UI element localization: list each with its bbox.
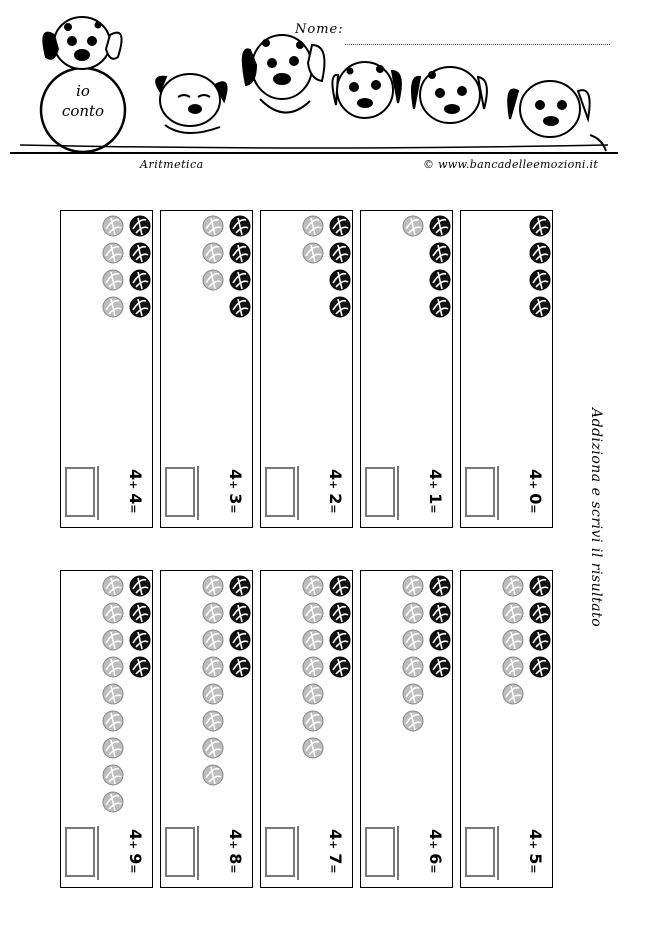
- exercise-card: [60, 570, 153, 888]
- ball-dark-icon: [230, 270, 250, 290]
- ball-light-icon: [203, 711, 223, 731]
- ball-light-icon: [303, 657, 323, 677]
- ball-dark-icon: [430, 657, 450, 677]
- ball-light-icon: [503, 630, 523, 650]
- ball-light-icon: [103, 765, 123, 785]
- ball-light-icon: [103, 216, 123, 236]
- ball-light-icon: [403, 630, 423, 650]
- ball-dark-icon: [230, 630, 250, 650]
- ball-dark-icon: [230, 297, 250, 317]
- equals-sign: =: [227, 504, 240, 514]
- puppy-head-icon: [43, 17, 121, 69]
- addend-b: 6: [426, 853, 445, 865]
- addend-a: 4: [326, 469, 345, 481]
- ball-dark-icon: [230, 243, 250, 263]
- ball-dark-icon: [130, 243, 150, 263]
- ball-light-icon: [203, 684, 223, 704]
- addend-b: 3: [226, 493, 245, 505]
- plus-sign: +: [527, 480, 540, 490]
- ball-dark-icon: [530, 297, 550, 317]
- addend-a: 4: [426, 469, 445, 481]
- ball-dark-icon: [330, 576, 350, 596]
- plus-sign: +: [427, 840, 440, 850]
- ball-dark-icon: [430, 216, 450, 236]
- ball-light-icon: [203, 630, 223, 650]
- plus-sign: +: [227, 480, 240, 490]
- addend-a: 4: [226, 469, 245, 481]
- equals-sign: =: [327, 504, 340, 514]
- addend-b: 5: [526, 853, 545, 865]
- header-divider: [10, 152, 618, 154]
- ball-light-icon: [403, 657, 423, 677]
- ball-light-icon: [103, 711, 123, 731]
- addend-a: 4: [526, 469, 545, 481]
- addend-b: 4: [126, 493, 145, 505]
- ball-dark-icon: [330, 216, 350, 236]
- ball-light-icon: [403, 216, 423, 236]
- name-label: Nome:: [295, 22, 344, 37]
- addition-expression: [323, 469, 345, 525]
- answer-box[interactable]: [165, 827, 195, 877]
- ball-dark-icon: [530, 270, 550, 290]
- puppy-head-icon: [508, 81, 606, 151]
- ball-dark-icon: [430, 270, 450, 290]
- addend-b: 0: [526, 493, 545, 505]
- ball-light-icon: [203, 270, 223, 290]
- ball-dark-icon: [530, 576, 550, 596]
- ball-dark-icon: [530, 216, 550, 236]
- equals-sign: =: [227, 864, 240, 874]
- ball-dark-icon: [430, 576, 450, 596]
- addend-a: 4: [126, 469, 145, 481]
- answer-box[interactable]: [465, 467, 495, 517]
- exercise-card: [260, 210, 353, 528]
- answer-box[interactable]: [165, 467, 195, 517]
- ball-light-icon: [403, 711, 423, 731]
- plus-sign: +: [227, 840, 240, 850]
- ball-dark-icon: [330, 603, 350, 623]
- puppy-head-icon: [332, 62, 400, 118]
- addend-a: 4: [426, 829, 445, 841]
- ball-light-icon: [103, 270, 123, 290]
- addition-expression: [523, 829, 545, 885]
- ball-light-icon: [103, 576, 123, 596]
- ball-light-icon: [303, 630, 323, 650]
- ball-light-icon: [303, 738, 323, 758]
- ball-dark-icon: [430, 243, 450, 263]
- addend-a: 4: [126, 829, 145, 841]
- exercise-card: [460, 210, 553, 528]
- ball-dark-icon: [130, 216, 150, 236]
- answer-box[interactable]: [265, 827, 295, 877]
- ball-light-icon: [503, 684, 523, 704]
- answer-box[interactable]: [365, 827, 395, 877]
- addition-expression: [423, 829, 445, 885]
- addition-expression: [123, 829, 145, 885]
- ball-dark-icon: [230, 603, 250, 623]
- ball-light-icon: [303, 684, 323, 704]
- plus-sign: +: [427, 480, 440, 490]
- addend-b: 9: [126, 853, 145, 865]
- addend-b: 8: [226, 853, 245, 865]
- exercise-card: [460, 570, 553, 888]
- exercise-card: [60, 210, 153, 528]
- ball-light-icon: [103, 738, 123, 758]
- ball-light-icon: [103, 657, 123, 677]
- exercise-card: [160, 570, 253, 888]
- ball-light-icon: [303, 711, 323, 731]
- ball-dark-icon: [130, 270, 150, 290]
- exercise-card: [360, 570, 453, 888]
- ball-dark-icon: [530, 603, 550, 623]
- equals-sign: =: [127, 864, 140, 874]
- ball-light-icon: [203, 603, 223, 623]
- exercise-card: [260, 570, 353, 888]
- ball-light-icon: [403, 603, 423, 623]
- puppy-head-icon: [412, 67, 487, 123]
- ball-light-icon: [103, 792, 123, 812]
- ball-light-icon: [403, 576, 423, 596]
- ball-light-icon: [103, 630, 123, 650]
- ball-light-icon: [503, 603, 523, 623]
- ball-light-icon: [303, 243, 323, 263]
- ball-light-icon: [403, 684, 423, 704]
- ball-light-icon: [103, 684, 123, 704]
- ball-dark-icon: [330, 297, 350, 317]
- addition-expression: [223, 829, 245, 885]
- answer-box[interactable]: [65, 467, 95, 517]
- addition-expression: [423, 469, 445, 525]
- plus-sign: +: [327, 840, 340, 850]
- ball-light-icon: [103, 603, 123, 623]
- ball-light-icon: [103, 297, 123, 317]
- answer-box[interactable]: [265, 467, 295, 517]
- ball-light-icon: [303, 576, 323, 596]
- ball-dark-icon: [230, 657, 250, 677]
- ball-dark-icon: [230, 576, 250, 596]
- ball-dark-icon: [430, 603, 450, 623]
- ball-light-icon: [303, 603, 323, 623]
- addition-expression: [523, 469, 545, 525]
- ball-light-icon: [203, 657, 223, 677]
- ball-dark-icon: [430, 297, 450, 317]
- copyright-label: © www.bancadelleemozioni.it: [423, 158, 599, 171]
- ball-light-icon: [203, 216, 223, 236]
- plus-sign: +: [527, 840, 540, 850]
- ball-dark-icon: [330, 630, 350, 650]
- addition-expression: [223, 469, 245, 525]
- equals-sign: =: [427, 504, 440, 514]
- ball-dark-icon: [530, 630, 550, 650]
- ball-dark-icon: [330, 243, 350, 263]
- equals-sign: =: [327, 864, 340, 874]
- addition-expression: [323, 829, 345, 885]
- ball-text-line2: conto: [61, 102, 105, 120]
- addend-a: 4: [526, 829, 545, 841]
- ball-dark-icon: [530, 243, 550, 263]
- ball-dark-icon: [330, 270, 350, 290]
- equals-sign: =: [527, 864, 540, 874]
- exercise-card: [360, 210, 453, 528]
- addend-b: 7: [326, 853, 345, 865]
- ball-dark-icon: [430, 630, 450, 650]
- ball-light-icon: [203, 243, 223, 263]
- ball-light-icon: [103, 243, 123, 263]
- ball-light-icon: [303, 216, 323, 236]
- ball-dark-icon: [130, 576, 150, 596]
- equals-sign: =: [127, 504, 140, 514]
- ball-text-line1: io: [76, 82, 90, 100]
- ball-light-icon: [203, 765, 223, 785]
- plus-sign: +: [127, 840, 140, 850]
- ball-dark-icon: [330, 657, 350, 677]
- plus-sign: +: [127, 480, 140, 490]
- equals-sign: =: [527, 504, 540, 514]
- ball-dark-icon: [130, 657, 150, 677]
- addend-a: 4: [326, 829, 345, 841]
- answer-box[interactable]: [365, 467, 395, 517]
- addend-a: 4: [226, 829, 245, 841]
- instruction-title: Addiziona e scrivi il risultato: [588, 408, 604, 628]
- ball-dark-icon: [130, 297, 150, 317]
- exercise-card: [160, 210, 253, 528]
- addend-b: 2: [326, 493, 345, 505]
- answer-box[interactable]: [465, 827, 495, 877]
- subject-label: Aritmetica: [140, 158, 204, 171]
- ball-dark-icon: [530, 657, 550, 677]
- name-field[interactable]: [345, 44, 610, 45]
- addend-b: 1: [426, 493, 445, 505]
- puppy-head-icon: [156, 74, 226, 133]
- ball-dark-icon: [130, 603, 150, 623]
- ball-light-icon: [203, 576, 223, 596]
- ball-dark-icon: [130, 630, 150, 650]
- plus-sign: +: [327, 480, 340, 490]
- puppy-head-icon: [243, 35, 325, 113]
- ball-dark-icon: [230, 216, 250, 236]
- ball-light-icon: [203, 738, 223, 758]
- answer-box[interactable]: [65, 827, 95, 877]
- ball-light-icon: [503, 657, 523, 677]
- ball-light-icon: [503, 576, 523, 596]
- equals-sign: =: [427, 864, 440, 874]
- addition-expression: [123, 469, 145, 525]
